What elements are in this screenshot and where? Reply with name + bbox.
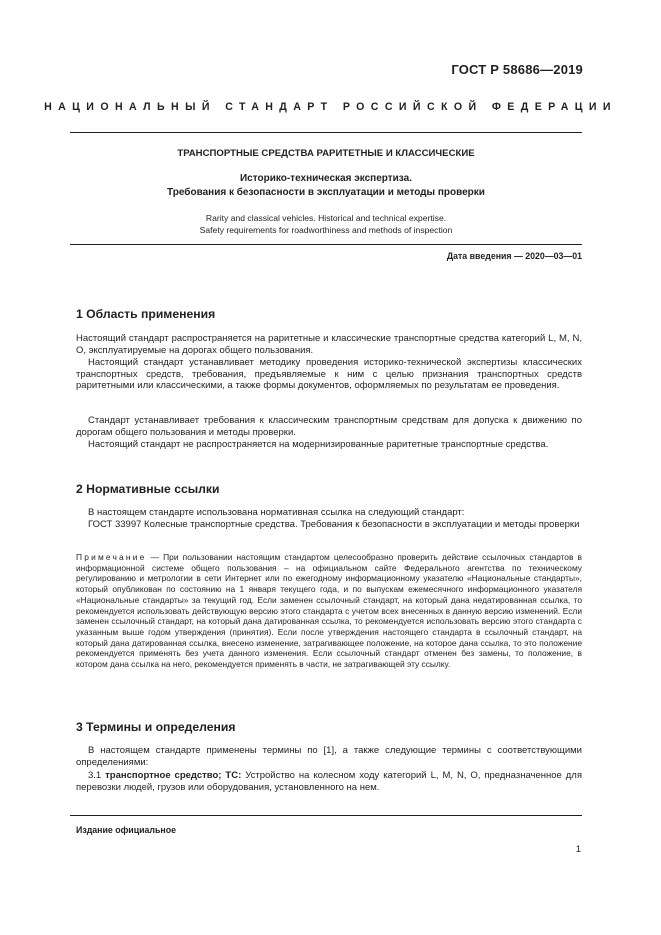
document-code: ГОСТ Р 58686—2019 (451, 62, 583, 77)
title-english-line1: Rarity and classical vehicles. Historical and technical expertise. (205, 213, 447, 223)
note-label: Примечание (76, 552, 147, 562)
section1-p3: Стандарт устанавливает требования к классическим транспортным средствам для допуска к движению по дорогам общего пользования и методы проверки. (76, 415, 582, 438)
page-number: 1 (575, 843, 581, 854)
title-bottom-rule (70, 244, 582, 245)
section2-p1: В настоящем стандарте использована нормативная ссылка на следующий стандарт: (88, 507, 465, 518)
official-edition-label: Издание официальное (76, 825, 176, 835)
section2-note (76, 552, 582, 670)
section3-p1-wrap (76, 745, 582, 768)
section1-p2: Настоящий стандарт устанавливает методику проведения историко-технической экспертизы классических транспортных средств, требования, предъявляемые к ним с целью признания транспортных средств раритетными или классическими, а также формы документов, оформляемых по результатам ее проведения. (76, 357, 582, 392)
note-text: — При пользовании настоящим стандартом целесообразно проверить действие ссылочных стандартов в информационной системе общего пользования – на официальном сайте Федерального агентства по техническому регулированию и метрологии в сети Интернет или по ежегодному информационному указателю «Национальные стандарты», который опубликован по состоянию на 1 января текущего года, и по выпускам ежемесячного информационного указателя «Национальные стандарты» за текущий год. Если заменен ссылочный стандарт, на который дана недатированная ссылка, то рекомендуется использовать действующую версию этого стандарта с учетом всех внесенных в данную версию изменений. Если заменен ссылочный стандарт, на который дана датированная ссылка, то рекомендуется использовать версию этого стандарта с указанным выше годом утверждения (принятия). Если после утверждения настоящего стандарта в ссылочный стандарт, на который дана датированная ссылка, внесено изменение, затрагивающее положение, на которое дана ссылка, то это положение рекомендуется применять без учета данного изменения. Если ссылочный стандарт отменен без замены, то положение, в котором дана ссылка на него, рекомендуется применять в части, не затрагивающей эту ссылку. (76, 552, 582, 670)
section1-p3-wrap (76, 415, 582, 438)
section1-heading: 1 Область применения (76, 307, 216, 321)
section2-heading: 2 Нормативные ссылки (76, 482, 220, 496)
section3-heading: 3 Термины и определения (76, 720, 236, 734)
term-abbreviation: ТС: (221, 770, 242, 781)
title-subtitle-line1: Историко-техническая экспертиза. (239, 173, 412, 184)
section2-p2-wrap (76, 519, 582, 531)
national-standard-banner: НАЦИОНАЛЬНЫЙ СТАНДАРТ РОССИЙСКОЙ ФЕДЕРАЦИИ (44, 101, 617, 113)
section1-p4: Настоящий стандарт не распространяется на модернизированные раритетные транспортные средства. (88, 439, 549, 450)
title-subtitle-line2: Требования к безопасности в эксплуатации и методы проверки (167, 187, 485, 198)
section1-paragraphs (76, 333, 582, 356)
section1-p2-wrap (76, 357, 582, 392)
top-rule (70, 132, 582, 133)
section3-term-wrap (76, 770, 582, 793)
term-definition (76, 770, 582, 793)
title-english (70, 212, 582, 236)
section3-p1: В настоящем стандарте применены термины по [1], а также следующие термины с соответствующими определениями: (76, 745, 582, 768)
title-english-line2: Safety requirements for roadworthiness and methods of inspection (199, 225, 453, 235)
footer-rule (70, 815, 582, 816)
term-number: 3.1 (88, 770, 106, 781)
section2-p2: ГОСТ 33997 Колесные транспортные средства. Требования к безопасности в эксплуатации и методы проверки (88, 519, 580, 530)
term-name: транспортное средство; (105, 770, 222, 781)
section1-p4-wrap (76, 439, 582, 451)
section2-p1-wrap (76, 507, 582, 519)
section1-p1: Настоящий стандарт распространяется на раритетные и классические транспортные средства категорий L, M, N, O, эксплуатируемые на дорогах общего пользования. (76, 333, 582, 356)
title-main: ТРАНСПОРТНЫЕ СРЕДСТВА РАРИТЕТНЫЕ И КЛАССИЧЕСКИЕ (177, 148, 475, 159)
introduction-date: Дата введения — 2020—03—01 (446, 251, 582, 261)
term-text: Устройство на колесном ходу категорий L, M, N, O, предназначенное для перевозки людей, грузов или оборудования, установленного на нем. (76, 770, 582, 793)
title-subtitle (70, 172, 582, 200)
